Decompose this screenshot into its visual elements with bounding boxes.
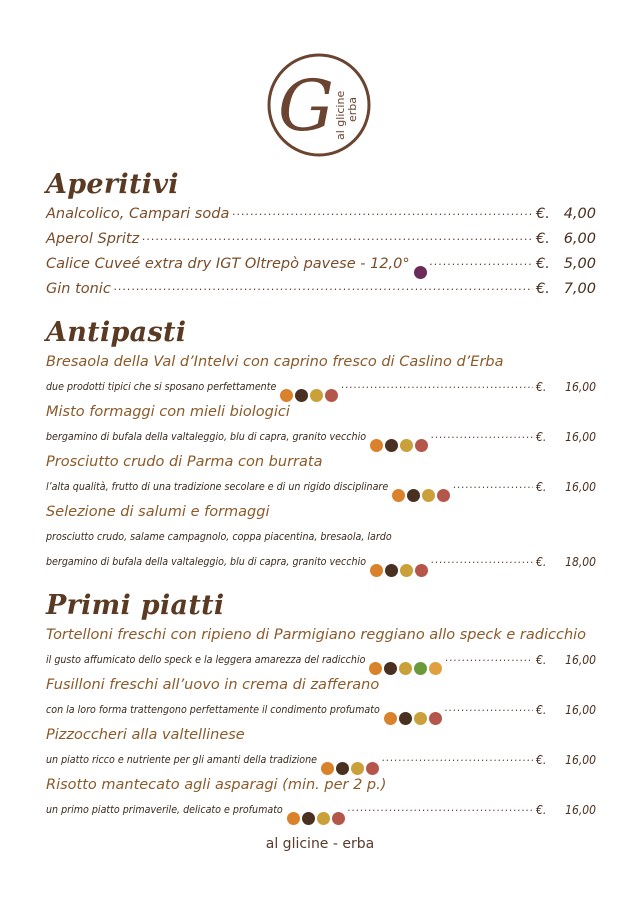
price: 5,00 bbox=[563, 256, 596, 272]
dish-desc-row bbox=[46, 698, 596, 723]
dish-name: Pizzoccheri alla valtellinese bbox=[46, 727, 245, 743]
dish-name: Prosciutto crudo di Parma con burrata bbox=[46, 454, 323, 470]
wheat-icon bbox=[280, 389, 293, 402]
wheat-icon bbox=[369, 662, 382, 675]
dot-leader bbox=[142, 224, 533, 249]
dish-desc-row bbox=[46, 550, 596, 575]
dish-desc-row bbox=[46, 475, 596, 500]
dot-leader bbox=[341, 372, 533, 397]
wheat-icon bbox=[287, 812, 300, 825]
currency: €. bbox=[536, 281, 550, 297]
egg-icon bbox=[336, 762, 349, 775]
dish-desc: due prodotti tipici che si sposano perfettamente bbox=[46, 381, 277, 393]
dot-leader bbox=[430, 249, 533, 274]
price: 16,00 bbox=[565, 803, 596, 817]
dish-desc-row bbox=[46, 648, 596, 673]
dairy-icon bbox=[400, 439, 413, 452]
currency: €. bbox=[536, 555, 547, 569]
egg-icon bbox=[384, 662, 397, 675]
currency: €. bbox=[536, 653, 547, 667]
allergen-icons bbox=[384, 712, 442, 725]
dot-leader bbox=[431, 422, 533, 447]
item-name: Gin tonic bbox=[46, 281, 111, 297]
currency: €. bbox=[536, 480, 547, 494]
egg-icon bbox=[295, 389, 308, 402]
dish-desc: un primo piatto primaverile, delicato e profumato bbox=[46, 804, 283, 816]
price: 16,00 bbox=[565, 430, 596, 444]
dish-desc: il gusto affumicato dello speck e la leggera amarezza del radicchio bbox=[46, 654, 366, 666]
allergen-icons bbox=[321, 762, 379, 775]
dot-leader bbox=[445, 645, 533, 670]
currency: €. bbox=[536, 703, 547, 717]
dish-desc: bergamino di bufala della valtaleggio, blu di capra, granito vecchio bbox=[46, 556, 367, 568]
currency: €. bbox=[536, 206, 550, 222]
dairy-icon bbox=[414, 712, 427, 725]
meat-icon bbox=[437, 489, 450, 502]
egg-icon bbox=[302, 812, 315, 825]
wheat-icon bbox=[370, 564, 383, 577]
logo bbox=[266, 52, 372, 158]
allergen-icons bbox=[287, 812, 345, 825]
allergen-icons bbox=[370, 439, 428, 452]
meat-icon bbox=[429, 712, 442, 725]
dish-desc-row bbox=[46, 798, 596, 823]
dot-leader bbox=[348, 795, 533, 820]
dish-name: Selezione di salumi e formaggi bbox=[46, 504, 270, 520]
nut-icon bbox=[429, 662, 442, 675]
dish-desc: bergamino di bufala della valtaleggio, blu di capra, granito vecchio bbox=[46, 431, 367, 443]
currency: €. bbox=[536, 803, 547, 817]
dot-leader bbox=[232, 199, 533, 224]
dish-name: Misto formaggi con mieli biologici bbox=[46, 404, 290, 420]
dot-leader bbox=[431, 547, 533, 572]
price: 16,00 bbox=[565, 380, 596, 394]
meat-icon bbox=[366, 762, 379, 775]
dairy-icon bbox=[400, 564, 413, 577]
egg-icon bbox=[407, 489, 420, 502]
item-name: Calice Cuveé extra dry IGT Oltrepò pavese - 12,0° bbox=[46, 256, 410, 272]
dish-desc: un piatto ricco e nutriente per gli amanti della tradizione bbox=[46, 754, 317, 766]
egg-icon bbox=[385, 564, 398, 577]
footer: al glicine - erba bbox=[265, 836, 375, 852]
dish-desc: prosciutto crudo, salame campagnolo, coppa piacentina, bresaola, lardo bbox=[46, 531, 392, 543]
wheat-icon bbox=[370, 439, 383, 452]
dot-leader bbox=[114, 274, 533, 299]
logo-letter: G bbox=[278, 65, 334, 147]
currency: €. bbox=[536, 256, 550, 272]
dot-leader bbox=[445, 695, 533, 720]
currency: €. bbox=[536, 430, 547, 444]
section-title-antipasti: Antipasti bbox=[46, 317, 187, 348]
price: 16,00 bbox=[565, 653, 596, 667]
currency: €. bbox=[536, 380, 547, 394]
allergen-icons bbox=[392, 489, 450, 502]
item-name: Analcolico, Campari soda bbox=[46, 206, 230, 222]
dish-name: Fusilloni freschi all’uovo in crema di zafferano bbox=[46, 677, 380, 693]
dish-name: Tortelloni freschi con ripieno di Parmigiano reggiano allo speck e radicchio bbox=[46, 627, 587, 643]
allergen-icons bbox=[370, 564, 428, 577]
dish-desc: con la loro forma trattengono perfettamente il condimento profumato bbox=[46, 704, 380, 716]
meat-icon bbox=[332, 812, 345, 825]
currency: €. bbox=[536, 231, 550, 247]
wheat-icon bbox=[384, 712, 397, 725]
dish-desc-row bbox=[46, 425, 596, 450]
section-title-aperitivi: Aperitivi bbox=[46, 169, 179, 200]
dish-desc-row bbox=[46, 748, 596, 773]
menu-item bbox=[46, 277, 596, 302]
wheat-icon bbox=[392, 489, 405, 502]
price: 6,00 bbox=[563, 231, 596, 247]
dairy-icon bbox=[317, 812, 330, 825]
item-name: Aperol Spritz bbox=[46, 231, 140, 247]
price: 16,00 bbox=[565, 480, 596, 494]
dairy-icon bbox=[422, 489, 435, 502]
dairy-icon bbox=[310, 389, 323, 402]
dairy-icon bbox=[351, 762, 364, 775]
egg-icon bbox=[399, 712, 412, 725]
price: 4,00 bbox=[563, 206, 596, 222]
price: 16,00 bbox=[565, 753, 596, 767]
dish-name: Risotto mantecato agli asparagi (min. per 2 p.) bbox=[46, 777, 387, 793]
currency: €. bbox=[536, 753, 547, 767]
egg-icon bbox=[385, 439, 398, 452]
logo-text-2: erba bbox=[346, 96, 359, 122]
dish-desc: l’alta qualità, frutto di una tradizione secolare e di un rigido disciplinare bbox=[46, 481, 389, 493]
meat-icon bbox=[415, 564, 428, 577]
menu-content bbox=[46, 168, 596, 823]
allergen-icons bbox=[280, 389, 338, 402]
allergen-icons bbox=[369, 662, 442, 675]
price: 16,00 bbox=[565, 703, 596, 717]
wheat-icon bbox=[321, 762, 334, 775]
celery-icon bbox=[414, 662, 427, 675]
price: 18,00 bbox=[565, 555, 596, 569]
dot-leader bbox=[382, 745, 533, 770]
meat-icon bbox=[415, 439, 428, 452]
dish-desc-row bbox=[46, 375, 596, 400]
meat-icon bbox=[325, 389, 338, 402]
section-title-primi: Primi piatti bbox=[46, 590, 225, 621]
dairy-icon bbox=[399, 662, 412, 675]
price: 7,00 bbox=[563, 281, 596, 297]
dish-name: Bresaola della Val d’Intelvi con caprino fresco di Caslino d’Erba bbox=[46, 354, 504, 370]
logo-text-1: al glicine bbox=[334, 90, 347, 140]
dot-leader bbox=[453, 472, 533, 497]
